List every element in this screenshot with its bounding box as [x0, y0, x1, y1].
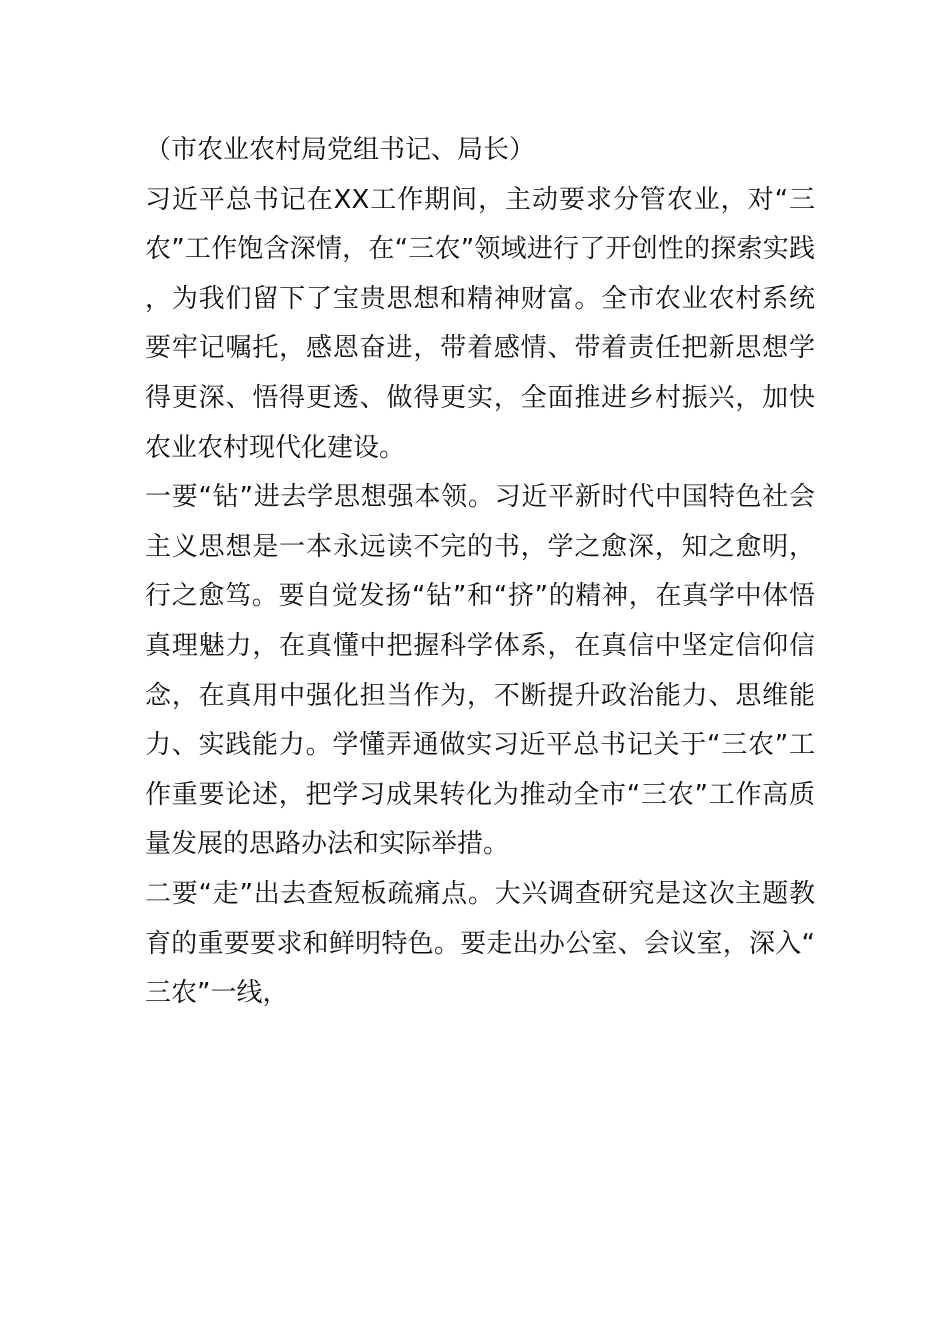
- paragraph-intro: 习近平总书记在XX工作期间，主动要求分管农业，对“三农”工作饱含深情，在“三农”领域进行了开创性的探索实践，为我们留下了宝贵思想和精神财富。全市农业农村系统要牢记嘱托，感恩奋进，带着感情、带着责任把新思想学得更深、悟得更透、做得更实，全面推进乡村振兴，加快农业农村现代化建设。: [145, 184, 815, 463]
- author-subtitle: （市农业农村局党组书记、局长）: [145, 135, 536, 165]
- paragraph-point-two: 二要“走”出去查短板疏痛点。大兴调查研究是这次主题教育的重要要求和鲜明特色。要走出办公室、会议室，深入“三农”一线，: [145, 878, 815, 1009]
- paragraph-point-one: 一要“钻”进去学思想强本领。习近平新时代中国特色社会主义思想是一本永远读不完的书，学之愈深，知之愈明，行之愈笃。要自觉发扬“钻”和“挤”的精神，在真学中体悟真理魅力，在真懂中把握科学体系，在真信中坚定信仰信念，在真用中强化担当作为，不断提升政治能力、思维能力、实践能力。学懂弄通做实习近平总书记关于“三农”工作重要论述，把学习成果转化为推动全市“三农”工作高质量发展的思路办法和实际举措。: [145, 482, 815, 860]
- document-body: [145, 126, 815, 1019]
